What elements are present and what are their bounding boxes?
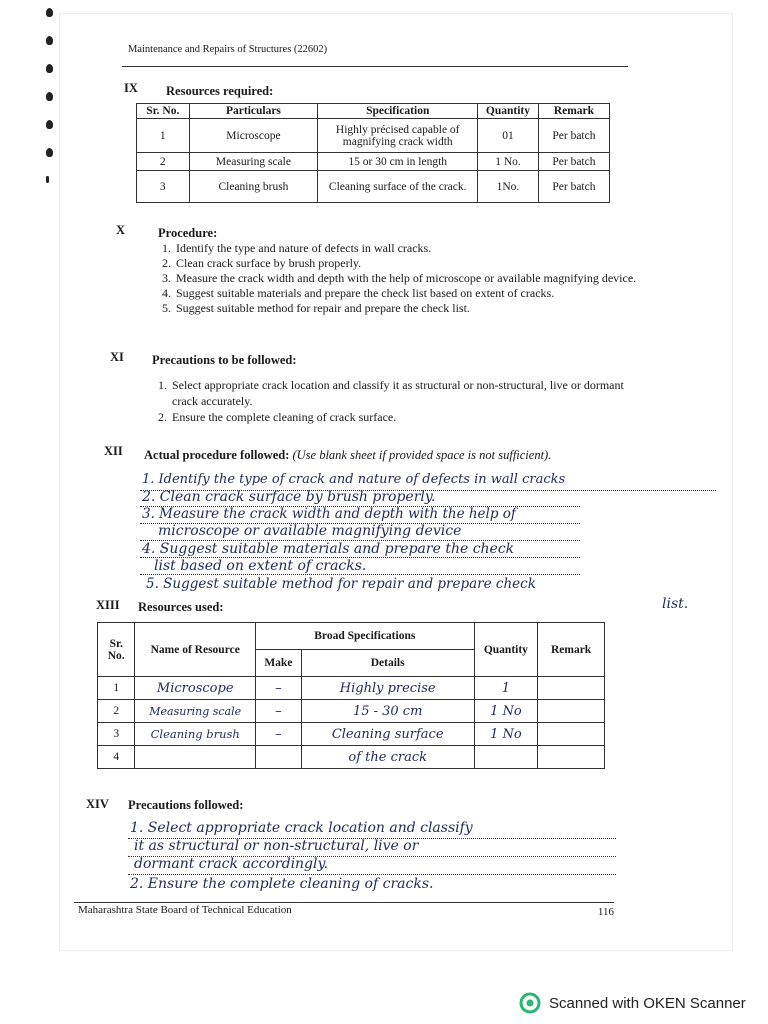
cell-qty: 1 No — [474, 723, 538, 746]
punch-hole — [46, 64, 53, 73]
section-x-heading — [116, 223, 616, 243]
cell-make: – — [255, 700, 301, 723]
section-title: Resources used: — [138, 600, 224, 614]
title-text: Actual procedure followed: — [144, 448, 290, 462]
cell-make — [255, 746, 301, 769]
table-row — [137, 119, 610, 153]
cell-qty — [474, 746, 538, 769]
cell-details: of the crack — [301, 746, 474, 769]
page-number: 116 — [597, 906, 614, 918]
section-title: Precautions followed: — [128, 798, 244, 812]
cell-details: Highly precise — [301, 677, 474, 700]
column-header: Sr. No. — [137, 104, 190, 119]
scanner-watermark — [519, 992, 746, 1014]
cell-remark — [538, 700, 605, 723]
precaution-item: 1. Select appropriate crack location and classify it as structural or non-structural, live or dormant crack accurately. — [170, 377, 650, 409]
section-xi-heading — [110, 350, 610, 370]
cell-qty: 01 — [478, 119, 539, 153]
cell-spec: Cleaning surface of the crack. — [318, 171, 478, 203]
section-title: Precautions to be followed: — [152, 353, 297, 367]
punch-hole — [46, 36, 53, 45]
cell-sr: 4 — [98, 746, 135, 769]
resources-used-table — [97, 622, 605, 769]
cell-particular: Microscope — [189, 119, 318, 153]
table-header-row — [98, 623, 605, 650]
column-header: Quantity — [474, 623, 538, 677]
cell-name: Measuring scale — [135, 700, 256, 723]
precaution-item: 2. Ensure the complete cleaning of crack surface. — [170, 409, 650, 425]
section-number: IX — [124, 81, 138, 95]
writing-line — [140, 574, 580, 575]
cell-details: Cleaning surface — [301, 723, 474, 746]
procedure-step: 4. Suggest suitable materials and prepare the check list based on extent of cracks. — [174, 286, 644, 301]
punch-hole — [46, 148, 53, 157]
cell-remark: Per batch — [538, 119, 609, 153]
cell-qty: 1 No. — [478, 153, 539, 171]
column-header: Remark — [538, 104, 609, 119]
cell-details: 15 - 30 cm — [301, 700, 474, 723]
section-number: X — [116, 223, 126, 237]
watermark-text: Scanned with OKEN Scanner — [549, 994, 746, 1012]
handwritten-line: it as structural or non-structural, live or — [134, 838, 419, 854]
table-row — [98, 746, 605, 769]
cell-qty: 1No. — [478, 171, 539, 203]
column-header: Make — [255, 650, 301, 677]
cell-sr: 3 — [137, 171, 190, 203]
cell-name: Cleaning brush — [135, 723, 256, 746]
precautions-list — [150, 377, 650, 425]
page-footer — [78, 904, 614, 916]
cell-spec: 15 or 30 cm in length — [318, 153, 478, 171]
cell-qty: 1 — [474, 677, 538, 700]
page-header: Maintenance and Repairs of Structures (22602) — [128, 44, 328, 55]
section-number: XII — [104, 444, 123, 458]
cell-name: Microscope — [135, 677, 256, 700]
handwritten-line: 1. Identify the type of crack and nature of defects in wall cracks — [142, 472, 566, 487]
table-row — [137, 171, 610, 203]
column-header: Sr. No. — [98, 623, 135, 677]
table-row — [98, 723, 605, 746]
cell-qty: 1 No — [474, 700, 538, 723]
procedure-step: 1. Identify the type and nature of defects in wall cracks. — [174, 241, 644, 256]
cell-sr: 1 — [98, 677, 135, 700]
section-xiv-heading — [86, 797, 486, 817]
section-title — [144, 448, 551, 463]
handwritten-line: 2. Clean crack surface by brush properly. — [142, 489, 436, 505]
column-header: Broad Specifications — [255, 623, 474, 650]
cell-spec: Highly précised capable of magnifying crack width — [318, 119, 478, 153]
subtitle-text: (Use blank sheet if provided space is not sufficient). — [292, 448, 552, 462]
column-header: Quantity — [478, 104, 539, 119]
column-header: Name of Resource — [135, 623, 256, 677]
handwritten-line: microscope or available magnifying device — [158, 523, 462, 539]
cell-sr: 2 — [137, 153, 190, 171]
column-header: Remark — [538, 623, 605, 677]
cell-remark: Per batch — [538, 171, 609, 203]
table-row — [98, 677, 605, 700]
oken-scanner-icon — [519, 992, 541, 1014]
column-header: Particulars — [189, 104, 318, 119]
cell-make: – — [255, 723, 301, 746]
section-number: XIV — [86, 797, 109, 811]
procedure-step: 2. Clean crack surface by brush properly. — [174, 256, 644, 271]
cell-particular: Measuring scale — [189, 153, 318, 171]
handwritten-line: dormant crack accordingly. — [134, 856, 328, 872]
cell-sr: 3 — [98, 723, 135, 746]
column-header: Details — [301, 650, 474, 677]
section-title: Procedure: — [158, 226, 218, 240]
punch-hole — [46, 92, 53, 101]
section-title: Resources required: — [166, 84, 274, 98]
punch-hole — [46, 120, 53, 129]
punch-hole — [46, 176, 49, 183]
cell-sr: 2 — [98, 700, 135, 723]
handwritten-line: list. — [662, 596, 689, 612]
punch-hole — [46, 8, 53, 17]
binder-holes — [46, 8, 53, 202]
cell-remark: Per batch — [538, 153, 609, 171]
section-xii-heading — [104, 444, 704, 464]
procedure-step: 5. Suggest suitable method for repair and prepare the check list. — [174, 301, 644, 316]
handwritten-line: 4. Suggest suitable materials and prepare the check — [142, 541, 515, 557]
cell-remark — [538, 677, 605, 700]
procedure-step: 3. Measure the crack width and depth with the help of microscope or available magnifying device. — [174, 271, 644, 286]
handwritten-line: list based on extent of cracks. — [154, 558, 367, 574]
footer-rule — [74, 902, 614, 903]
handwritten-line: 5. Suggest suitable method for repair and prepare check — [146, 576, 536, 592]
handwritten-line: 1. Select appropriate crack location and classify — [130, 820, 473, 836]
section-number: XIII — [96, 598, 120, 612]
resources-required-table — [136, 103, 610, 203]
cell-name — [135, 746, 256, 769]
cell-remark — [538, 723, 605, 746]
handwritten-line: 3. Measure the crack width and depth with the help of — [142, 506, 516, 522]
handwritten-line: 2. Ensure the complete cleaning of cracks. — [130, 876, 434, 892]
column-header: Specification — [318, 104, 478, 119]
writing-line — [128, 874, 616, 875]
footer-publisher: Maharashtra State Board of Technical Education — [78, 904, 292, 916]
table-header-row — [137, 104, 610, 119]
section-ix-heading — [124, 81, 624, 101]
cell-make: – — [255, 677, 301, 700]
cell-sr: 1 — [137, 119, 190, 153]
section-xiii-heading — [96, 598, 496, 618]
section-number: XI — [110, 350, 124, 364]
cell-particular: Cleaning brush — [189, 171, 318, 203]
procedure-list — [154, 241, 644, 316]
header-rule — [122, 66, 628, 67]
table-row — [98, 700, 605, 723]
table-row — [137, 153, 610, 171]
cell-remark — [538, 746, 605, 769]
